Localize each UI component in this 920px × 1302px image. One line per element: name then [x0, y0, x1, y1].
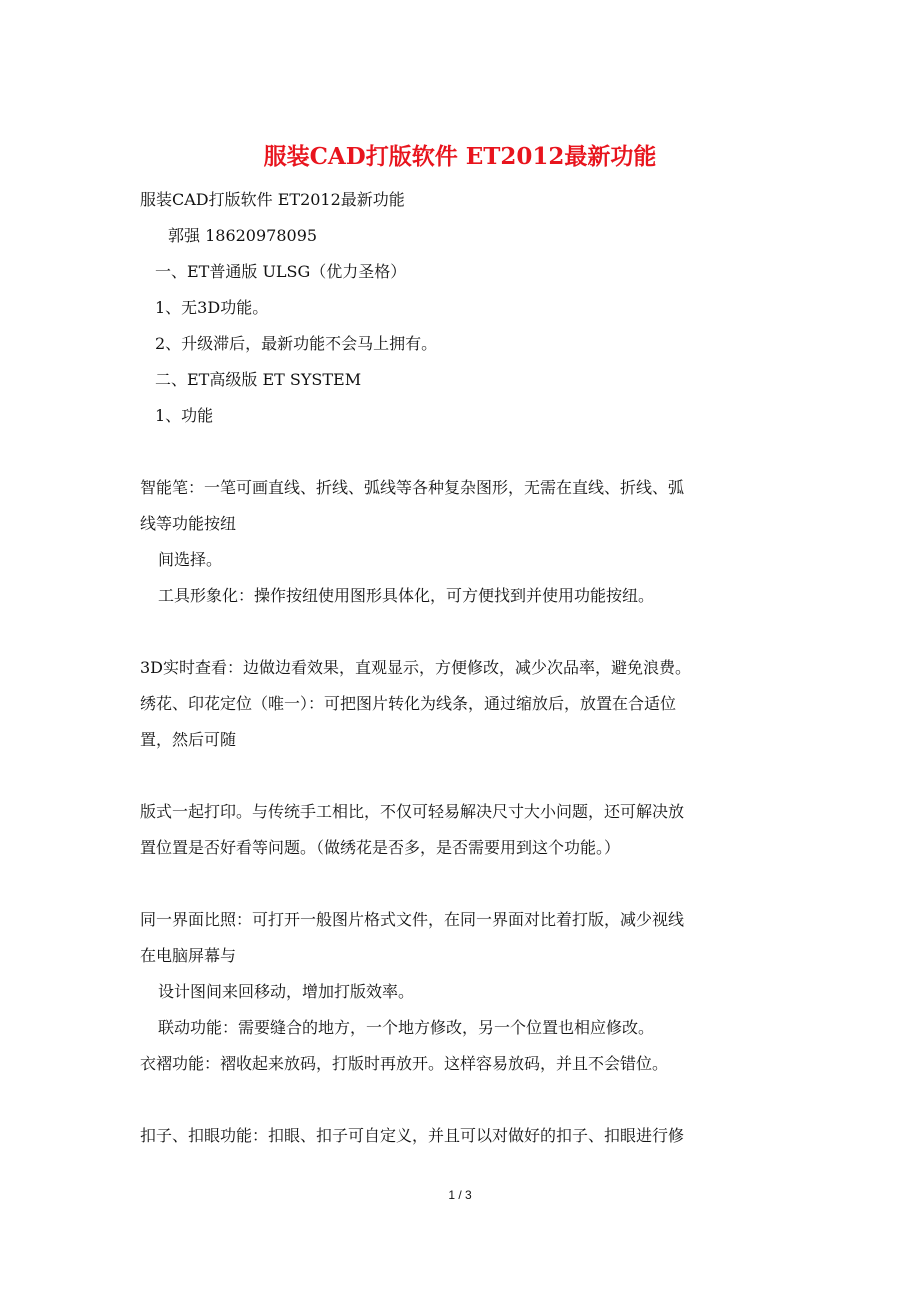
paragraph-line: 同一界面比照：可打开一般图片格式文件，在同一界面对比着打版，减少视线	[140, 910, 685, 929]
list-item: 1、无3D功能。	[155, 298, 269, 317]
page-number: 1 / 3	[448, 1188, 472, 1202]
paragraph-line: 工具形象化：操作按纽使用图形具体化，可方便找到并使用功能按纽。	[158, 586, 655, 605]
paragraph-line: 置，然后可随	[140, 730, 237, 749]
blank-line	[140, 1082, 790, 1118]
paragraph-line: 在电脑屏幕与	[140, 946, 237, 965]
subtitle-line: 服装CAD打版软件 ET2012最新功能	[140, 190, 405, 209]
blank-line	[140, 614, 790, 650]
author-line: 郭强 18620978095	[168, 226, 318, 245]
paragraph-line: 联动功能：需要缝合的地方，一个地方修改，另一个位置也相应修改。	[158, 1018, 655, 1037]
list-item: 2、升级滞后，最新功能不会马上拥有。	[155, 334, 438, 353]
blank-line	[140, 866, 790, 902]
paragraph-line: 线等功能按纽	[140, 514, 237, 533]
section-heading: 二、ET高级版 ET SYSTEM	[155, 370, 362, 389]
paragraph-line: 版式一起打印。与传统手工相比，不仅可轻易解决尺寸大小问题，还可解决放	[140, 802, 685, 821]
paragraph-line: 置位置是否好看等问题。（做绣花是否多，是否需要用到这个功能。）	[140, 838, 621, 857]
document-body	[140, 182, 790, 1154]
paragraph-line: 智能笔：一笔可画直线、折线、弧线等各种复杂图形，无需在直线、折线、弧	[140, 478, 685, 497]
paragraph-line: 扣子、扣眼功能：扣眼、扣子可自定义，并且可以对做好的扣子、扣眼进行修	[140, 1126, 685, 1145]
document-title: 服装CAD打版软件 ET2012最新功能	[263, 143, 657, 170]
section-heading: 一、ET普通版 ULSG（优力圣格）	[155, 262, 407, 281]
paragraph-line: 设计图间来回移动，增加打版效率。	[158, 982, 415, 1001]
paragraph-line: 3D实时查看：边做边看效果，直观显示，方便修改，减少次品率，避免浪费。	[140, 658, 692, 677]
list-item: 1、功能	[155, 406, 214, 425]
paragraph-line: 绣花、印花定位（唯一）：可把图片转化为线条，通过缩放后，放置在合适位	[140, 694, 677, 713]
blank-line	[140, 758, 790, 794]
paragraph-line: 间选择。	[158, 550, 223, 569]
paragraph-line: 衣褶功能：褶收起来放码，打版时再放开。这样容易放码，并且不会错位。	[140, 1054, 669, 1073]
blank-line	[140, 434, 790, 470]
